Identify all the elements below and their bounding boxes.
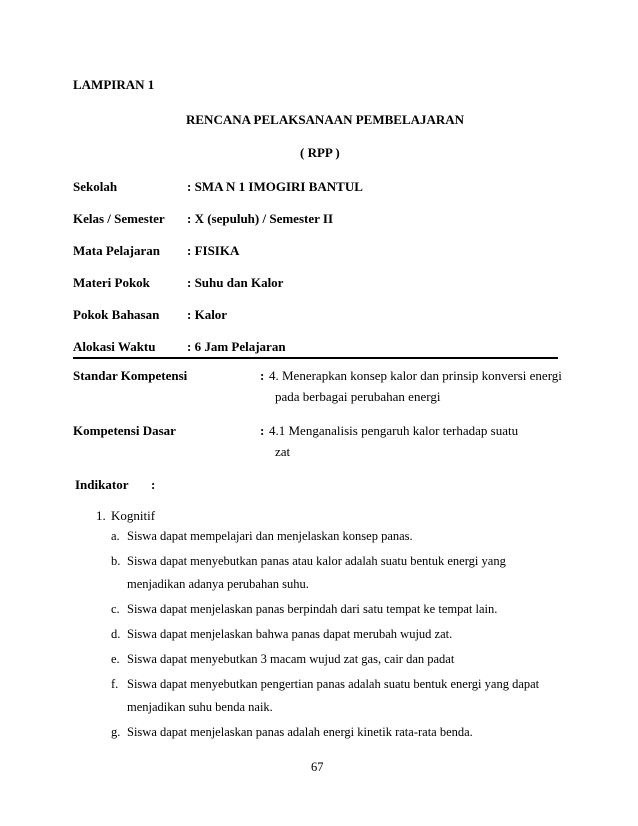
list-item-letter: g. [111, 725, 121, 739]
identity-label-alokasi: Alokasi Waktu [73, 339, 156, 354]
kompetensi-colon: : [260, 423, 265, 438]
identity-label-pokok: Pokok Bahasan [73, 307, 160, 322]
kognitif-number: 1. [96, 508, 106, 523]
list-item-text: Siswa dapat menjelaskan panas adalah energi kinetik rata-rata benda. [127, 725, 473, 739]
list-item-text: Siswa dapat mempelajari dan menjelaskan konsep panas. [127, 529, 413, 543]
identity-value-alokasi: : 6 Jam Pelajaran [187, 339, 286, 354]
kompetensi-label: Kompetensi Dasar [73, 423, 176, 438]
identity-label-mapel: Mata Pelajaran [73, 243, 161, 258]
standar-line-1: 4. Menerapkan konsep kalor dan prinsip konversi energi [269, 368, 562, 383]
kognitif-label: Kognitif [111, 508, 156, 523]
list-item-text-continued: menjadikan adanya perubahan suhu. [127, 577, 309, 591]
lampiran-label: LAMPIRAN 1 [73, 77, 155, 92]
identity-value-materi: : Suhu dan Kalor [187, 275, 284, 290]
standar-label: Standar Kompetensi [73, 368, 188, 383]
identity-label-sekolah: Sekolah [73, 179, 118, 194]
document-subtitle: ( RPP ) [300, 145, 340, 160]
identity-value-pokok: : Kalor [187, 307, 228, 322]
indikator-colon: : [151, 477, 156, 492]
identity-value-kelas: : X (sepuluh) / Semester II [187, 211, 334, 226]
kompetensi-line-2: zat [275, 444, 291, 459]
list-item-letter: c. [111, 602, 120, 616]
indikator-label: Indikator [75, 477, 129, 492]
list-item-letter: d. [111, 627, 121, 641]
identity-value-mapel: : FISIKA [187, 243, 240, 258]
list-item-text-continued: menjadikan suhu benda naik. [127, 700, 273, 714]
list-item-text: Siswa dapat menjelaskan panas berpindah dari satu tempat ke tempat lain. [127, 602, 498, 616]
identity-label-kelas: Kelas / Semester [73, 211, 165, 226]
standar-line-2: pada berbagai perubahan energi [275, 389, 441, 404]
page-number: 67 [311, 760, 324, 774]
list-item-text: Siswa dapat menjelaskan bahwa panas dapat merubah wujud zat. [127, 627, 453, 641]
list-item-letter: f. [111, 677, 119, 691]
document-title: RENCANA PELAKSANAAN PEMBELAJARAN [186, 112, 465, 127]
identity-label-materi: Materi Pokok [73, 275, 150, 290]
standar-colon: : [260, 368, 265, 383]
kompetensi-line-1: 4.1 Menganalisis pengaruh kalor terhadap suatu [269, 423, 519, 438]
list-item-text: Siswa dapat menyebutkan panas atau kalor adalah suatu bentuk energi yang [127, 554, 506, 568]
list-item-letter: b. [111, 554, 121, 568]
list-item-text: Siswa dapat menyebutkan pengertian panas adalah suatu bentuk energi yang dapat [127, 677, 540, 691]
identity-value-sekolah: : SMA N 1 IMOGIRI BANTUL [187, 179, 363, 194]
list-item-letter: a. [111, 529, 120, 543]
list-item-text: Siswa dapat menyebutkan 3 macam wujud zat gas, cair dan padat [127, 652, 455, 666]
divider-rule [73, 357, 558, 359]
list-item-letter: e. [111, 652, 120, 666]
